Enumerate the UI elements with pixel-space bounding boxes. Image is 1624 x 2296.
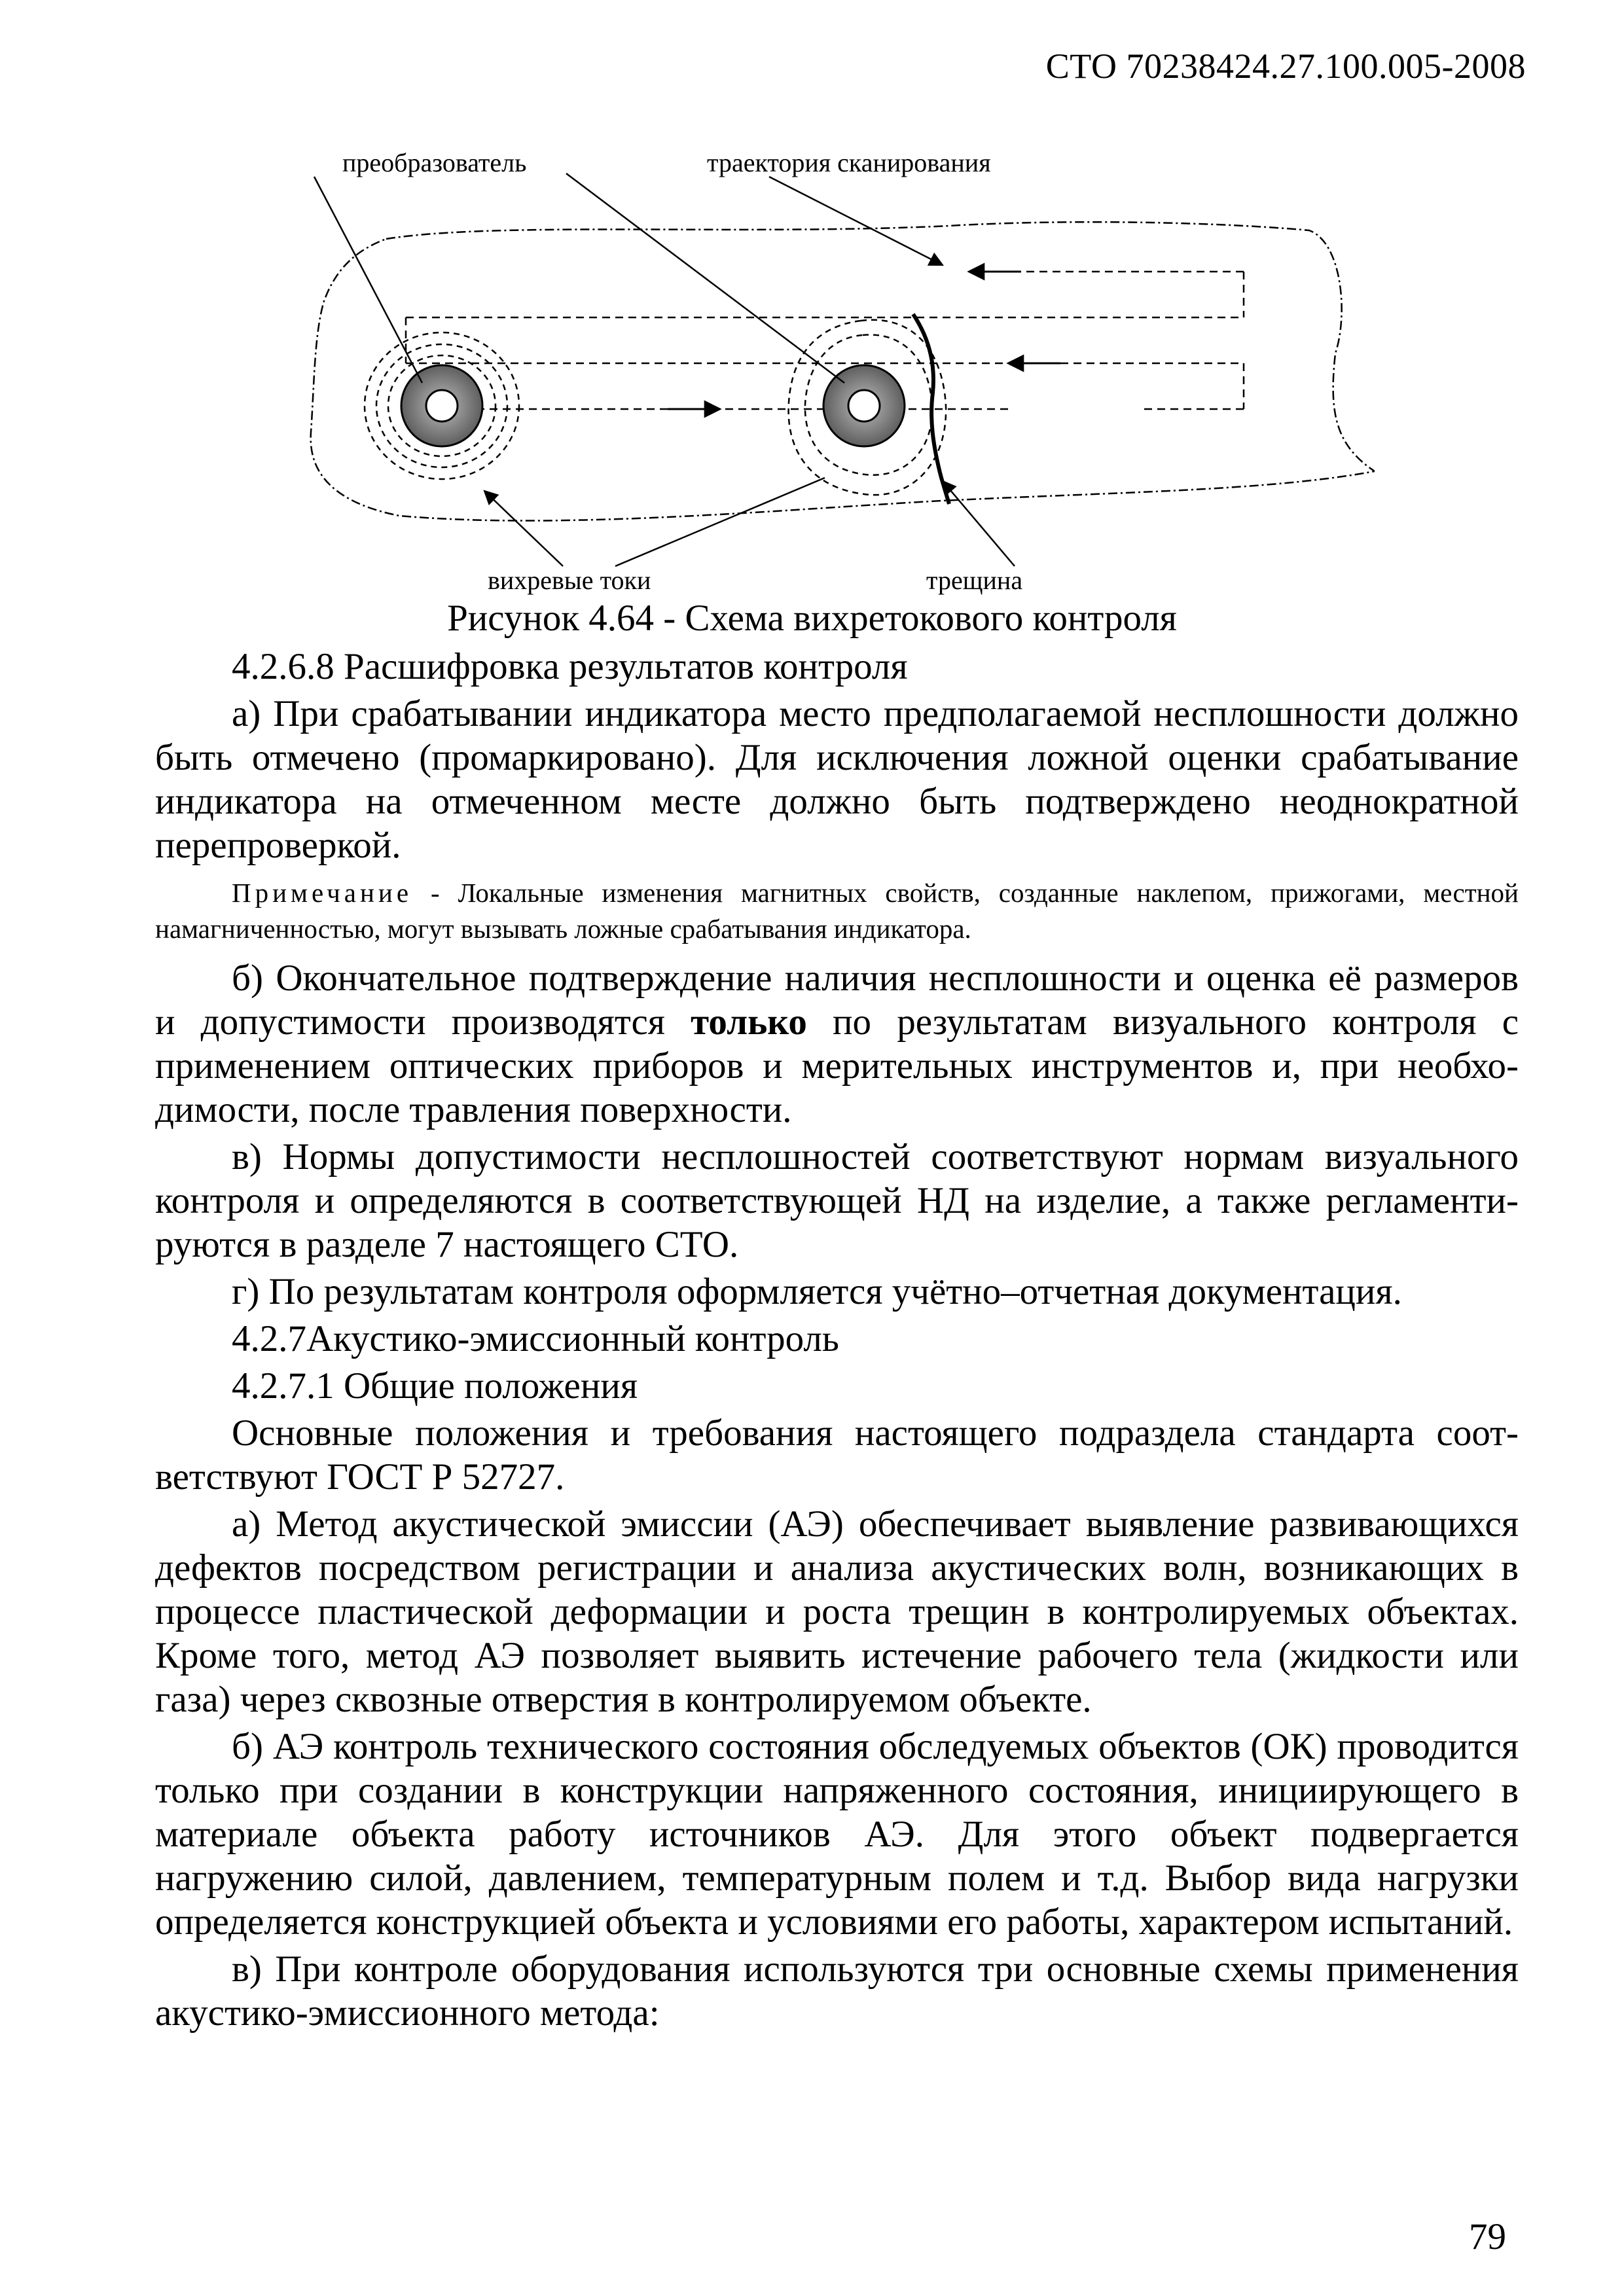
label-transducer: преобразователь	[342, 148, 527, 177]
leader-crack	[943, 481, 1015, 566]
leader-transducer-1	[314, 177, 422, 383]
paragraph-4268-b-part1: б) Окончательное подтверждение наличия несплошности и оценка её размеров и допустимости производятся	[155, 958, 1519, 1043]
scan-path	[406, 272, 1244, 409]
section-heading-427: 4.2.7Акустико-эмиссионный контроль	[232, 1318, 839, 1359]
crack	[913, 314, 949, 504]
probe-right	[789, 320, 947, 495]
note-text: - Локальные изменения магнитных свойств, созданные наклепом, прижогами, местной намагниченностью, могут вызывать ложные срабатывания индикатора.	[155, 878, 1519, 944]
paragraph-4268-b-bold: только	[691, 1001, 807, 1043]
section-heading-4271: 4.2.7.1 Общие положения	[232, 1365, 638, 1407]
section-heading-4268: 4.2.6.8 Расшифровка результатов контроля	[232, 646, 908, 687]
paragraph-4268-b-part2: по результатам визуального контроля с применением оптических приборов и мерительных инструментов и, при необходимости, после травления поверхности.	[155, 1001, 1519, 1130]
paragraph-4268-a: а) При срабатывании индикатора место предполагаемой несплошности должно быть отмечено (промаркировано). Для исключения ложной оценки срабатывание индикатора на отмеченном месте должно быть подтверждено неоднократной перепроверкой.	[155, 693, 1519, 866]
paragraph-4271-a: а) Метод акустической эмиссии (АЭ) обеспечивает выявление развивающихся дефектов посредством регистрации и анализа акустических волн, возникающих в процессе пластической деформации и роста трещин в контролируемых объектах. Кроме того, метод АЭ позволяет выявить истечение рабочего тела (жидкости или газа) через сквозные отверстия в контролируемом объекте.	[155, 1503, 1519, 1720]
paragraph-4271-intro: Основные положения и требования настоящего подраздела стандарта соответствуют ГОСТ Р 52727.	[155, 1412, 1519, 1498]
paragraph-4271-b: б) АЭ контроль технического состояния обследуемых объектов (ОК) проводится только при создании в конструкции напряженного состояния, инициирующего в материале объекта работу источников АЭ. Для этого объект подвергается нагружению силой, давлением, температурным полем и т.д. Выбор вида нагрузки определяется конструкцией объекта и условиями его работы, характером испытаний.	[155, 1726, 1519, 1943]
paragraph-4268-c: в) Нормы допустимости несплошностей соответствуют нормам визуального контроля и определяются в соответствующей НД на изделие, а также регламентируются в разделе 7 настоящего СТО.	[155, 1136, 1519, 1265]
eddy-current-diagram	[288, 137, 1375, 596]
label-crack: трещина	[926, 565, 1023, 595]
document-code: СТО 70238424.27.100.005-2008	[1045, 46, 1526, 86]
figure-caption: Рисунок 4.64 - Схема вихретокового контроля	[447, 598, 1177, 639]
paragraph-4268-d: г) По результатам контроля оформляется учётно–отчетная документация.	[232, 1271, 1402, 1312]
label-eddy-currents: вихревые токи	[488, 565, 651, 595]
note	[155, 875, 1519, 947]
leader-eddy-right	[615, 478, 825, 566]
paragraph-4268-b	[155, 956, 1519, 1132]
label-scan-path: траектория сканирования	[707, 148, 991, 177]
leader-eddy-left	[484, 491, 563, 566]
document-body	[155, 645, 1519, 2038]
leader-transducer-2	[566, 173, 844, 383]
note-label: Примечание	[232, 878, 413, 908]
page-number: 79	[1469, 2216, 1506, 2257]
leader-scan-path	[769, 177, 943, 265]
probe-left	[365, 332, 519, 479]
paragraph-4271-c: в) При контроле оборудования используются три основные схемы применения акустико-эмиссионного метода:	[155, 1948, 1519, 2034]
